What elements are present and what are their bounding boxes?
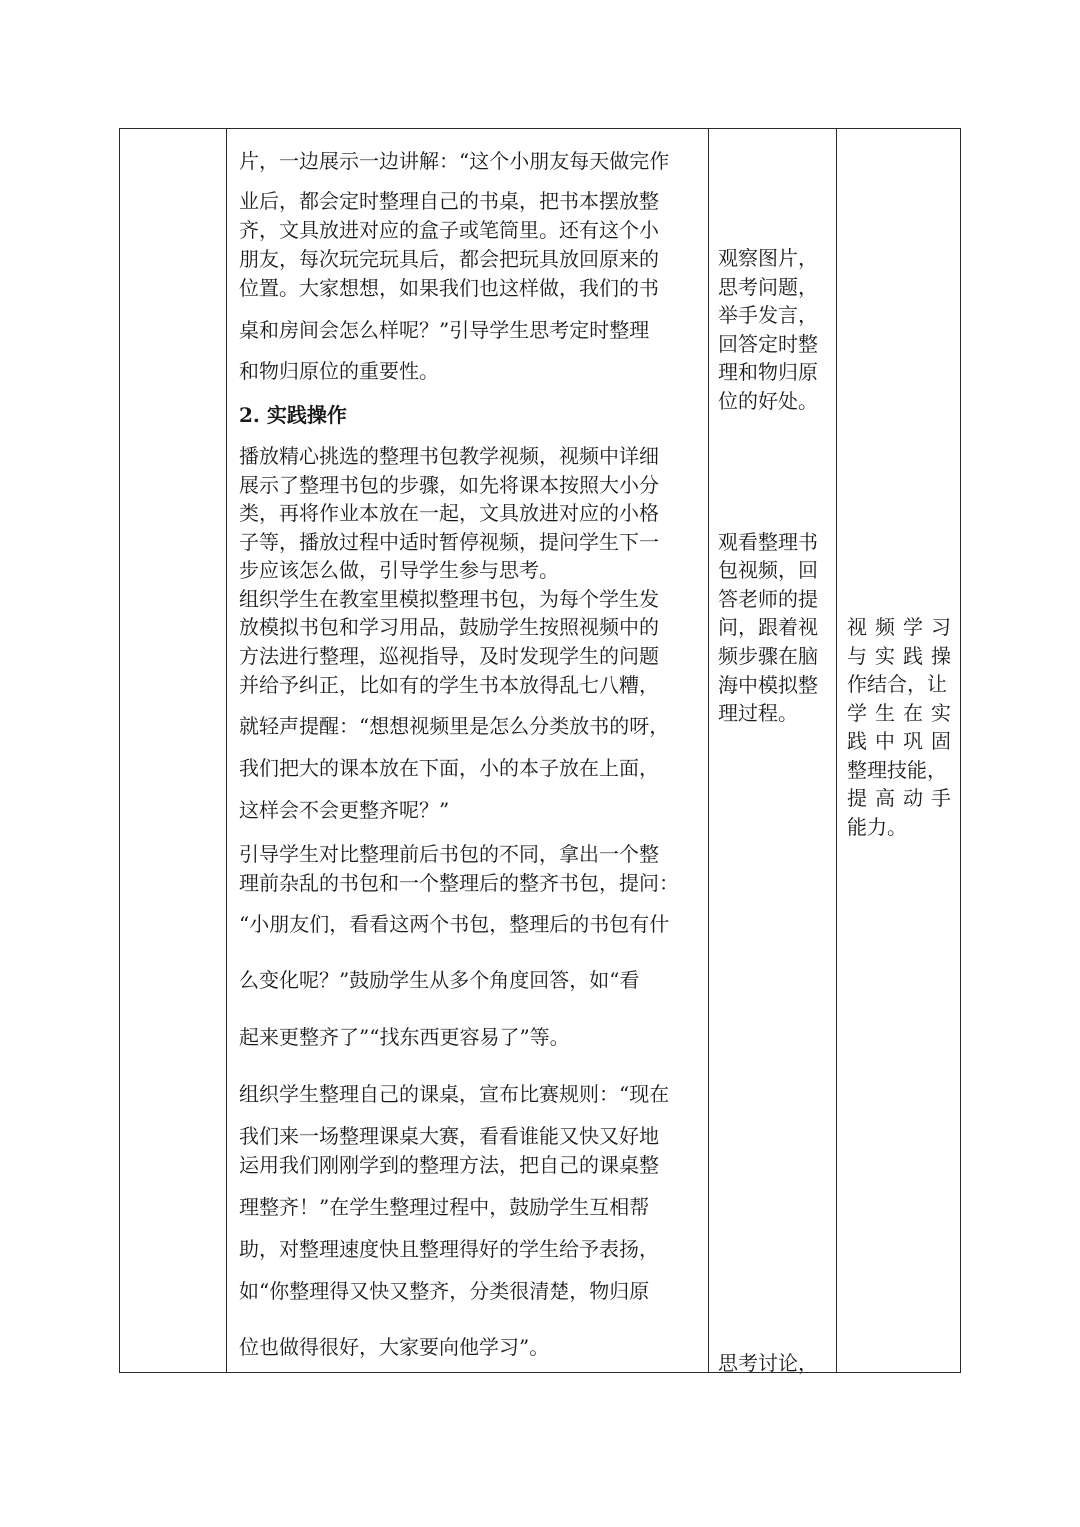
- teacher-text-line: “小朋友们，看看这两个书包，整理后的书包有什: [239, 912, 670, 936]
- intent-text-line: 视频学习: [847, 615, 959, 639]
- teacher-text-line: 助，对整理速度快且整理得好的学生给予表扬，: [239, 1237, 659, 1261]
- student-text-line: 包视频，回: [718, 558, 818, 582]
- teacher-text-line: 起来更整齐了”“找东西更容易了”等。: [239, 1025, 570, 1049]
- teacher-text-line: 步应该怎么做，引导学生参与思考。: [239, 558, 559, 582]
- student-text-line: 海中模拟整: [718, 673, 818, 697]
- teacher-text-line: 放模拟书包和学习用品，鼓励学生按照视频中的: [239, 615, 659, 639]
- teacher-text-line: 这样会不会更整齐呢？”: [239, 798, 450, 822]
- column-divider: [708, 129, 709, 1372]
- teacher-text-line: 组织学生整理自己的课桌，宣布比赛规则：“现在: [239, 1082, 670, 1106]
- teacher-text-line: 运用我们刚刚学到的整理方法，把自己的课桌整: [239, 1153, 659, 1177]
- teacher-text-line: 如“你整理得又快又整齐，分类很清楚，物归原: [239, 1279, 650, 1303]
- student-text-line: 理过程。: [718, 701, 798, 725]
- intent-text-line: 提高动手: [847, 786, 959, 810]
- student-text-line: 举手发言，: [718, 303, 818, 327]
- teacher-text-line: 并给予纠正，比如有的学生书本放得乱七八糟，: [239, 673, 659, 697]
- student-text-line: 观察图片，: [718, 246, 818, 270]
- intent-text-line: 践中巩固: [847, 729, 959, 753]
- intent-text-line: 整理技能，: [847, 758, 947, 782]
- student-text-line: 理和物归原: [718, 360, 818, 384]
- teacher-text-line: 就轻声提醒：“想想视频里是怎么分类放书的呀，: [239, 714, 670, 738]
- teacher-text-line: 我们把大的课本放在下面，小的本子放在上面，: [239, 756, 659, 780]
- teacher-text-line: 播放精心挑选的整理书包教学视频，视频中详细: [239, 444, 659, 468]
- student-text-line: 观看整理书: [718, 530, 818, 554]
- teacher-text-line: 展示了整理书包的步骤，如先将课本按照大小分: [239, 473, 659, 497]
- lesson-plan-table: [119, 128, 961, 1373]
- teacher-text-line: 业后，都会定时整理自己的书桌，把书本摆放整: [239, 189, 659, 213]
- teacher-text-line: 组织学生在教室里模拟整理书包，为每个学生发: [239, 587, 659, 611]
- student-text-line: 位的好处。: [718, 389, 818, 413]
- student-text-line: 频步骤在脑: [718, 644, 818, 668]
- teacher-text-line: 么变化呢？”鼓励学生从多个角度回答，如“看: [239, 968, 640, 992]
- teacher-text-line: 理整齐！”在学生整理过程中，鼓励学生互相帮: [239, 1195, 650, 1219]
- teacher-text-line: 我们来一场整理课桌大赛，看看谁能又快又好地: [239, 1124, 659, 1148]
- teacher-text-line: 理前杂乱的书包和一个整理后的整齐书包，提问：: [239, 871, 679, 895]
- intent-text-line: 能力。: [847, 815, 907, 839]
- intent-text-line: 与实践操: [847, 644, 959, 668]
- student-text-line: 问，跟着视: [718, 615, 818, 639]
- student-text-line: 回答定时整: [718, 332, 818, 356]
- teacher-text-line: 片，一边展示一边讲解：“这个小朋友每天做完作: [239, 149, 670, 173]
- section-heading: 2. 实践操作: [239, 403, 347, 427]
- teacher-text-line: 引导学生对比整理前后书包的不同，拿出一个整: [239, 842, 659, 866]
- teacher-text-line: 位也做得很好，大家要向他学习”。: [239, 1335, 550, 1359]
- teacher-text-line: 和物归原位的重要性。: [239, 359, 439, 383]
- teacher-text-line: 朋友，每次玩完玩具后，都会把玩具放回原来的: [239, 247, 659, 271]
- column-divider: [226, 129, 227, 1372]
- intent-text-line: 作结合，让: [847, 672, 947, 696]
- teacher-text-line: 子等，播放过程中适时暂停视频，提问学生下一: [239, 530, 659, 554]
- teacher-text-line: 齐，文具放进对应的盒子或笔筒里。还有这个小: [239, 218, 659, 242]
- teacher-text-line: 桌和房间会怎么样呢？”引导学生思考定时整理: [239, 318, 650, 342]
- student-text-line: 答老师的提: [718, 587, 818, 611]
- student-text-line: 思考问题，: [718, 275, 818, 299]
- teacher-text-line: 方法进行整理，巡视指导，及时发现学生的问题: [239, 644, 659, 668]
- student-text-line: 思考讨论，: [718, 1351, 818, 1375]
- column-divider: [836, 129, 837, 1372]
- intent-text-line: 学生在实: [847, 701, 959, 725]
- teacher-text-line: 位置。大家想想，如果我们也这样做，我们的书: [239, 276, 659, 300]
- teacher-text-line: 类，再将作业本放在一起，文具放进对应的小格: [239, 501, 659, 525]
